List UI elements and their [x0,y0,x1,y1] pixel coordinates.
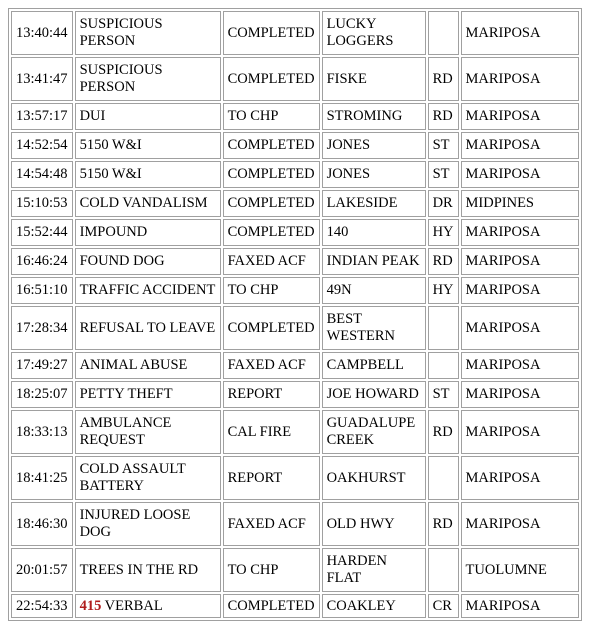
table-row [11,103,579,130]
table-row [11,132,579,159]
call-type-cell [75,594,221,618]
table-row [11,161,579,188]
call-type-cell: SUSPICIOUS PERSON [75,11,221,55]
street-suffix-cell: RD [428,103,459,130]
city-cell: MARIPOSA [461,219,579,246]
status-cell: TO CHP [223,548,320,592]
call-log-body [11,11,579,618]
time-cell: 17:49:27 [11,352,73,379]
street-suffix-cell [428,11,459,55]
street-suffix-cell [428,456,459,500]
city-cell: MARIPOSA [461,57,579,101]
street-suffix-cell: RD [428,410,459,454]
table-row [11,548,579,592]
status-cell: REPORT [223,381,320,408]
call-type-cell: AMBULANCE REQUEST [75,410,221,454]
call-type-cell: ANIMAL ABUSE [75,352,221,379]
status-cell: REPORT [223,456,320,500]
status-cell: FAXED ACF [223,352,320,379]
status-cell: COMPLETED [223,11,320,55]
city-cell: MARIPOSA [461,11,579,55]
street-cell: OLD HWY [322,502,426,546]
street-cell: COAKLEY [322,594,426,618]
status-cell: COMPLETED [223,190,320,217]
call-type-cell: SUSPICIOUS PERSON [75,57,221,101]
street-suffix-cell: HY [428,219,459,246]
city-cell: MARIPOSA [461,306,579,350]
status-cell: COMPLETED [223,594,320,618]
street-suffix-cell: ST [428,161,459,188]
time-cell: 16:51:10 [11,277,73,304]
time-cell: 18:46:30 [11,502,73,546]
time-cell: 17:28:34 [11,306,73,350]
call-type-cell: INJURED LOOSE DOG [75,502,221,546]
time-cell: 16:46:24 [11,248,73,275]
status-cell: CAL FIRE [223,410,320,454]
street-cell: OAKHURST [322,456,426,500]
call-type-cell: TREES IN THE RD [75,548,221,592]
city-cell: MARIPOSA [461,381,579,408]
table-row [11,11,579,55]
street-suffix-cell [428,548,459,592]
street-cell: LUCKY LOGGERS [322,11,426,55]
status-cell: COMPLETED [223,219,320,246]
table-row [11,248,579,275]
city-cell: MARIPOSA [461,248,579,275]
table-row [11,502,579,546]
street-suffix-cell: CR [428,594,459,618]
status-cell: TO CHP [223,277,320,304]
table-row [11,381,579,408]
status-cell: COMPLETED [223,306,320,350]
street-suffix-cell: RD [428,248,459,275]
street-cell: JOE HOWARD [322,381,426,408]
street-cell: FISKE [322,57,426,101]
city-cell: MARIPOSA [461,103,579,130]
city-cell: MARIPOSA [461,594,579,618]
street-suffix-cell: ST [428,381,459,408]
street-cell: 140 [322,219,426,246]
street-suffix-cell [428,352,459,379]
city-cell: MIDPINES [461,190,579,217]
call-type-cell: DUI [75,103,221,130]
time-cell: 13:57:17 [11,103,73,130]
table-row [11,190,579,217]
call-type-text: VERBAL [101,597,163,614]
call-log-table [8,8,582,621]
city-cell: MARIPOSA [461,410,579,454]
call-type-cell: COLD VANDALISM [75,190,221,217]
street-suffix-cell [428,306,459,350]
status-cell: FAXED ACF [223,248,320,275]
street-cell: STROMING [322,103,426,130]
time-cell: 18:33:13 [11,410,73,454]
city-cell: MARIPOSA [461,456,579,500]
city-cell: TUOLUMNE [461,548,579,592]
call-type-cell: FOUND DOG [75,248,221,275]
city-cell: MARIPOSA [461,277,579,304]
street-cell: LAKESIDE [322,190,426,217]
street-suffix-cell: RD [428,57,459,101]
call-type-cell: IMPOUND [75,219,221,246]
time-cell: 18:25:07 [11,381,73,408]
street-cell: CAMPBELL [322,352,426,379]
city-cell: MARIPOSA [461,352,579,379]
time-cell: 15:52:44 [11,219,73,246]
time-cell: 13:41:47 [11,57,73,101]
call-type-cell: REFUSAL TO LEAVE [75,306,221,350]
street-cell: INDIAN PEAK [322,248,426,275]
call-type-cell: COLD ASSAULT BATTERY [75,456,221,500]
table-row [11,352,579,379]
street-cell: JONES [322,161,426,188]
street-cell: HARDEN FLAT [322,548,426,592]
city-cell: MARIPOSA [461,132,579,159]
time-cell: 14:52:54 [11,132,73,159]
status-cell: COMPLETED [223,132,320,159]
call-code: 415 [79,597,102,614]
status-cell: COMPLETED [223,161,320,188]
status-cell: TO CHP [223,103,320,130]
call-type-cell: TRAFFIC ACCIDENT [75,277,221,304]
table-row [11,456,579,500]
table-row [11,219,579,246]
city-cell: MARIPOSA [461,161,579,188]
street-suffix-cell: ST [428,132,459,159]
table-row [11,594,579,618]
city-cell: MARIPOSA [461,502,579,546]
table-row [11,306,579,350]
time-cell: 14:54:48 [11,161,73,188]
time-cell: 22:54:33 [11,594,73,618]
call-type-cell: 5150 W&I [75,132,221,159]
street-cell: BEST WESTERN [322,306,426,350]
call-type-cell: 5150 W&I [75,161,221,188]
table-row [11,57,579,101]
street-cell: 49N [322,277,426,304]
call-type-cell: PETTY THEFT [75,381,221,408]
table-row [11,277,579,304]
street-suffix-cell: RD [428,502,459,546]
status-cell: COMPLETED [223,57,320,101]
time-cell: 20:01:57 [11,548,73,592]
street-suffix-cell: DR [428,190,459,217]
time-cell: 13:40:44 [11,11,73,55]
street-cell: GUADALUPE CREEK [322,410,426,454]
street-suffix-cell: HY [428,277,459,304]
time-cell: 15:10:53 [11,190,73,217]
time-cell: 18:41:25 [11,456,73,500]
table-row [11,410,579,454]
status-cell: FAXED ACF [223,502,320,546]
street-cell: JONES [322,132,426,159]
